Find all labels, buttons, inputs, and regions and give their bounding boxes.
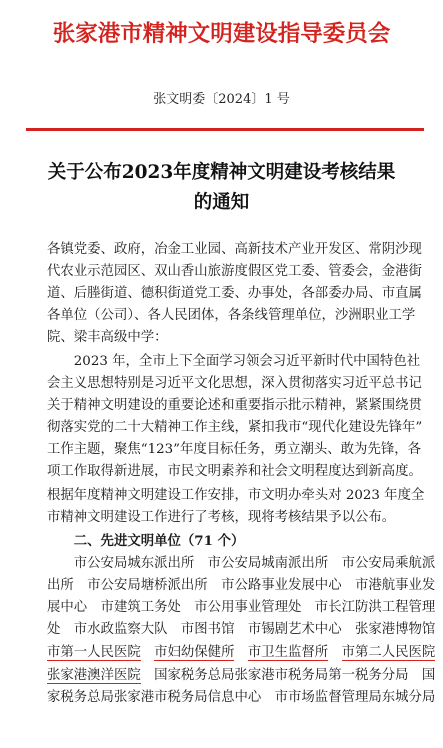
unit-list-line (47, 643, 435, 663)
notice-title-line-1: 关于公布2023年度精神文明建设考核结果 (47, 162, 396, 183)
notice-title (20, 158, 423, 218)
document-number: 张文明委〔2024〕1 号 (153, 92, 290, 107)
unit-list-text: 国家税务总局张家港市税务局第一税务分局 国 (140, 668, 436, 683)
underlined-unit-name: 市妇幼保健所 (154, 645, 235, 660)
body-paragraph-line: 市精神文明建设工作进行了考核，现将考核结果予以公布。 (47, 510, 396, 525)
red-divider-line (26, 128, 424, 131)
unit-list-line (47, 666, 435, 686)
recipients-line: 院、梁丰高级中学： (47, 330, 168, 345)
body-paragraph-line: 关于精神文明建设的重要论述和重要指示批示精神，紧紧围绕贯 (47, 398, 422, 413)
unit-list-line: 展中心 市建筑工务处 市公用事业管理处 市长江防洪工程管理 (47, 600, 436, 615)
letterhead: 张家港市精神文明建设指导委员会 (52, 21, 391, 47)
recipients-line: 各镇党委、政府，冶金工业园、高新技术产业开发区、常阴沙现 (47, 242, 422, 257)
unit-list-line: 家税务总局张家港市税务局信息中心 市市场监督管理局东城分局 (47, 690, 436, 705)
section-heading: 二、先进文明单位（71 个） (47, 533, 245, 549)
underlined-unit-name: 市第二人民医院 (341, 645, 436, 660)
underlined-unit-name: 市卫生监督所 (247, 645, 329, 660)
underlined-unit-name: 市第一人民医院 (47, 645, 141, 660)
body-paragraph-line: 根据年度精神文明建设工作安排，市文明办牵头对 2023 年度全 (47, 488, 425, 503)
body-paragraph-line: 项工作取得新进展，市民文明素养和社会文明程度达到新高度。 (47, 464, 422, 479)
underlined-unit-name: 张家港澳洋医院 (47, 668, 141, 683)
body-paragraph-line: 会主义思想特别是习近平文化思想，深入贯彻落实习近平总书记 (47, 376, 422, 391)
body-paragraph-line: 工作主题，聚焦“123”年度目标任务，勇立潮头、敢为先锋，各 (47, 442, 422, 457)
unit-list-line: 处 市水政监察大队 市图书馆 市锡剧艺术中心 张家港博物馆 (47, 622, 436, 637)
recipients-line: 各单位（公司）、各人民团体，各条线管理单位，沙洲职业工学 (47, 308, 416, 323)
unit-list-line: 市公安局城东派出所 市公安局城南派出所 市公安局乘航派 (47, 556, 436, 571)
body-paragraph-line: 彻落实党的二十大精神工作主线，紧扣我市“现代化建设先锋年” (47, 420, 423, 435)
notice-title-line-2: 的通知 (193, 192, 250, 213)
recipients-line: 道、后塍街道、德积街道党工委、办事处，各部委办局、市直属 (47, 286, 422, 301)
unit-list-line: 出所 市公安局塘桥派出所 市公路事业发展中心 市港航事业发 (47, 578, 436, 593)
recipients-line: 代农业示范园区、双山香山旅游度假区党工委、管委会，金港街 (47, 264, 422, 279)
body-paragraph-line: 2023 年，全市上下全面学习领会习近平新时代中国特色社 (47, 354, 421, 369)
